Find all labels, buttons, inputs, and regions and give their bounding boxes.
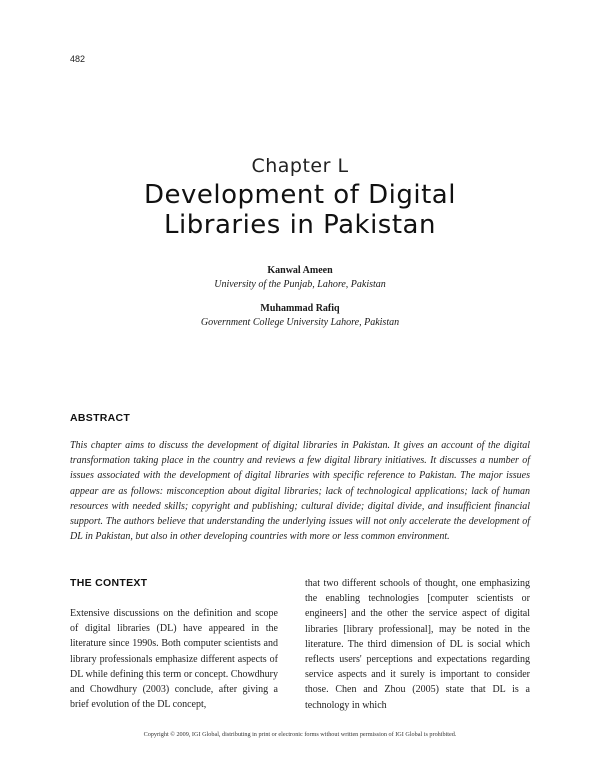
copyright-notice: Copyright © 2009, IGI Global, distributing in print or electronic forms without written permission of IGI Global is prohibited. xyxy=(143,731,457,738)
chapter-title xyxy=(80,180,520,240)
author-affiliation: Government College University Lahore, Pakistan xyxy=(200,317,400,328)
author-block-1 xyxy=(0,264,600,292)
author-block-2 xyxy=(0,302,600,330)
author-affiliation: University of the Punjab, Lahore, Pakistan xyxy=(214,279,386,290)
page-number: 482 xyxy=(70,54,86,64)
author-name: Muhammad Rafiq xyxy=(260,303,340,314)
chapter-title-line-2: Libraries in Pakistan xyxy=(164,210,436,240)
abstract-text: This chapter aims to discuss the development of digital libraries in Pakistan. It gives an account of the digital transformation taking place in the country and reviews a few digital library initiatives. It discusses a number of issues associated with the development of digital libraries with specific reference to Pakistan. The major issues appear are as follows: misconception about digital libraries; lack of technological applications; lack of human resources with needed skills; copyright and publishing; cultural divide; digital divide, and insufficient financial support. The authors believe that understanding the underlying issues will not only accelerate the development of DL in Pakistan, but also in other developing countries with more or less common environment. xyxy=(70,440,530,543)
context-right-column: that two different schools of thought, one emphasizing the enabling technologies [computer scientists or engineers] and the other the service aspect of digital libraries [library professional], may be noted in the literature. The third dimension of DL is social which reflects users' perceptions and expectations regarding service aspects and it surely is important to consider those. Chen and Zhou (2005) state that DL is a technology in which xyxy=(305,578,530,711)
abstract-heading: ABSTRACT xyxy=(70,412,131,424)
chapter-title-line-1: Development of Digital xyxy=(144,180,456,210)
chapter-label: Chapter L xyxy=(251,155,349,177)
author-name: Kanwal Ameen xyxy=(267,265,333,276)
context-left-column: Extensive discussions on the definition and scope of digital libraries (DL) have appeared in the literature since 1990s. Both computer scientists and library professionals emphasize different aspects of DL while defining this term or concept. Chowdhury and Chowdhury (2003) conclude, after giving a brief evolution of the DL concept, xyxy=(70,608,278,711)
context-heading: THE CONTEXT xyxy=(70,577,148,589)
